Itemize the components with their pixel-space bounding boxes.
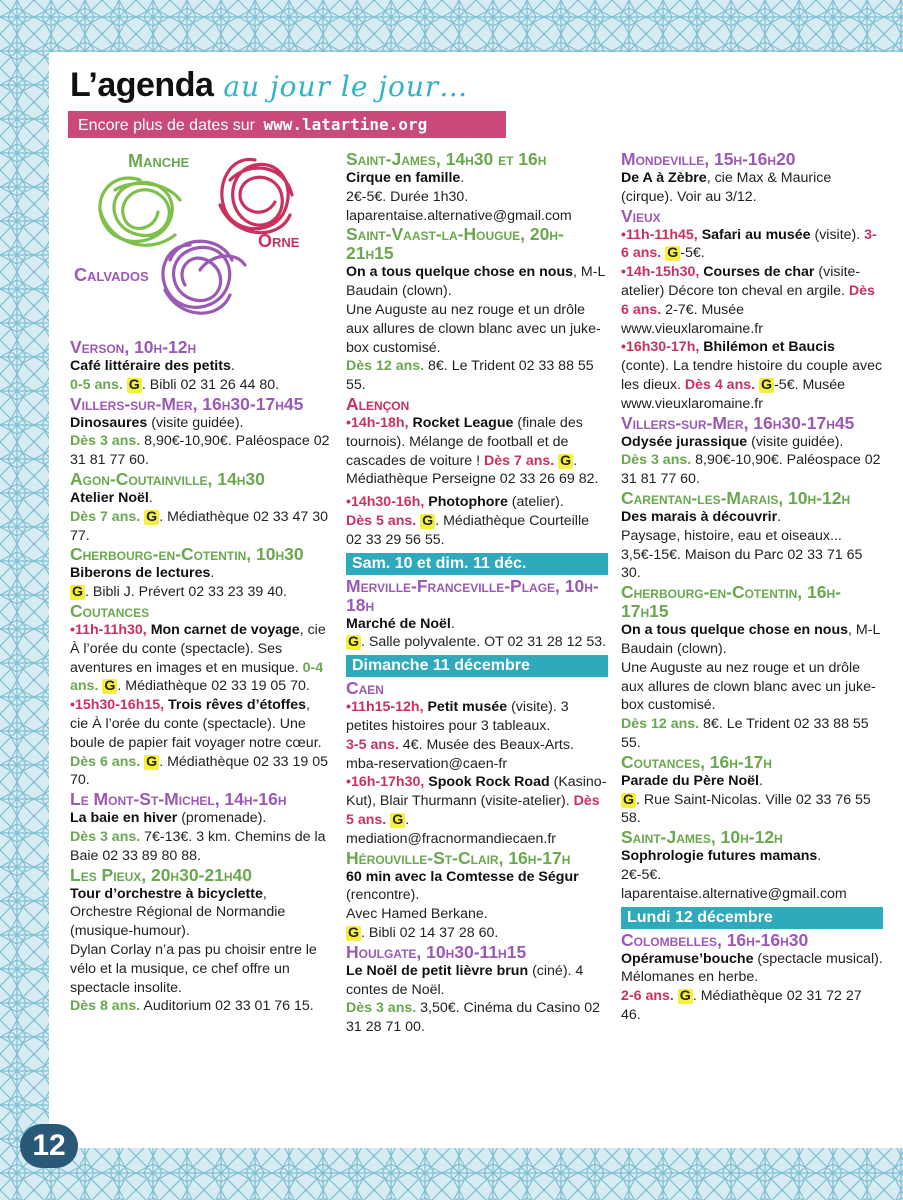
event-text: (atelier). [507,494,564,511]
event-text: (visite guidée). [147,414,244,431]
free-badge-icon: G [348,924,360,941]
date-band: Dimanche 11 décembre [346,655,608,677]
logo-label-manche: Manche [128,151,190,171]
event-text: , M-L Baudain (clown). [346,264,605,300]
event-text: Dylan Corlay n’a pas pu choisir entre le vélo et la musique, ce chef offre un spectacle insolite. [70,941,317,996]
title-main: L’agenda [70,66,214,104]
event-title: Tour d’orchestre à bicyclette [70,885,263,902]
event-place: Le Mont-St-Michel, 14h-16h [70,789,287,810]
free-badge-icon: G [392,811,404,828]
event-time: •11h-11h30, [70,621,147,638]
event-text: . [460,170,465,186]
age-badge: Dès 6 ans. [621,282,875,318]
free-badge-icon: G [128,376,140,393]
event-text: 2€-5€. laparentaise.alternative@gmail.com [621,866,847,902]
event-text: 8,90€-10,90€. Paléospace 02 31 81 77 60. [621,452,881,488]
event-place: Cherbourg-en-Cotentin, 10h30 [70,544,304,565]
free-badge-icon: G [761,376,773,393]
event-text: (rencontre). [346,887,420,904]
event-place: Saint-James, 14h30 et 16h [346,149,547,169]
event-time: •14h-18h, [346,414,409,431]
event-text: -5€. Musée www.vieuxlaromaine.fr [621,376,846,412]
event-title: Des marais à découvrir [621,508,778,525]
event-title: Safari au musée [697,226,811,243]
event-title: Courses de char [699,264,815,281]
event-les-pieux [70,866,332,1017]
event-place: Saint-Vaast-la-Hougue, 20h-21h15 [346,224,564,264]
event-text: . Médiathèque 02 33 47 30 77. [70,508,329,544]
event-text: 8€. Le Trident 02 33 88 55 55. [621,716,869,751]
event-text: 8,90€-10,90€. Paléospace 02 31 81 77 60. [70,433,330,469]
event-place: Villers-sur-Mer, 16h30-17h45 [621,412,855,433]
event-text: (visite guidée). [747,433,844,450]
event-text: . Bibli J. Prévert 02 33 23 39 40. [85,584,287,601]
column-1 [70,150,332,1016]
event-title: Mon carnet de voyage [146,621,300,638]
event-text: . [759,772,763,789]
event-saint-james [346,150,608,225]
event-coutances [70,602,332,790]
age-badge: 3-5 ans. [346,736,399,753]
event-place: Coutances, 16h-17h [621,751,772,772]
age-badge: Dès 3 ans. [70,433,141,450]
age-badge: Dès 3 ans. [621,452,692,469]
event-text: . [210,565,215,582]
event-coutances-2 [621,753,883,828]
event-title: Spook Rock Road [424,774,550,791]
event-title: Dinosaures [70,414,148,431]
age-badge: Dès 5 ans. [346,512,417,529]
event-text: (visite-atelier) Décore ton cheval en argile. [621,264,861,299]
event-place: Cherbourg-en-Cotentin, 16h-17h15 [621,582,841,622]
free-badge-icon: G [104,678,116,695]
page-number: 12 [20,1124,78,1168]
event-text: Avec Hamed Berkane. [346,906,488,923]
event-text: Paysage, histoire, eau et oiseaux... 3,5€-15€. Maison du Parc 02 33 71 65 30. [621,527,863,582]
event-text: . Salle polyvalente. OT 02 31 28 12 53. [361,634,607,651]
event-place: Caen [346,678,384,699]
event-time: •14h30-16h, [346,494,425,511]
age-badge: Dès 3 ans. [70,828,141,845]
event-place: Les Pieux, 20h30-21h40 [70,864,252,885]
event-time: •11h15-12h, [346,699,424,716]
event-place: Colombelles, 16h-16h30 [621,929,809,950]
age-badge: Dès 8 ans. [70,998,141,1015]
age-badge: Dès 7 ans. [480,452,555,469]
age-badge: Dès 4 ans. [680,376,756,393]
event-text: 7€-13€. 3 km. Chemins de la Baie 02 33 89 80 88. [70,828,326,864]
event-title: Opéramuse’bouche [621,950,754,967]
age-badge: 0-4 ans. [70,659,324,695]
free-badge-icon: G [623,791,635,808]
event-herouville [346,849,608,943]
event-title: Parade du Père Noël [621,772,759,789]
event-text: 3,50€. Cinéma du Casino 02 31 28 71 00. [346,1000,600,1036]
event-title: Cirque en famille [346,170,461,186]
event-caen [346,679,608,848]
age-badge: Dès 6 ans. [70,753,141,770]
event-place: Verson, 10h-12h [70,337,197,357]
event-text: . Bibli 02 31 26 44 80. [141,376,280,393]
event-title: Café littéraire des petits [70,358,231,374]
event-houlgate [346,943,608,1037]
event-place: Coutances [70,600,150,621]
age-badge: 0-5 ans. [70,376,123,393]
departments-logo [70,150,332,330]
event-villers-2 [621,414,883,489]
event-text: , cie À l’orée du conte (spectacle). Une boule de papier fait voyager notre cœur. [70,697,322,751]
event-cherbourg [70,545,332,602]
event-vieux [621,207,883,414]
event-text: 8€. Le Trident 02 33 88 55 55. [346,358,594,394]
event-carentan [621,489,883,583]
event-text: . Bibli 02 14 37 28 60. [361,924,499,941]
event-text: Auditorium 02 33 01 76 15. [140,998,314,1015]
event-text: , cie À l’orée du conte (spectacle). Ses aventures en images et en musique. [70,621,326,676]
event-agon [70,470,332,545]
event-title: Bhilémon et Baucis [699,339,835,356]
column-2 [346,150,608,1037]
free-badge-icon: G [146,508,158,525]
logo-label-orne: Orne [258,231,300,251]
event-text: 2-7€. Musée www.vieuxlaromaine.fr [621,301,763,337]
event-text: -5€. [680,245,705,262]
age-badge: Dès 12 ans. [346,358,425,375]
title-script: au jour le jour… [223,70,469,103]
event-time: •16h30-17h, [621,339,700,356]
event-time: •14h-15h30, [621,264,700,281]
event-text: (promenade). [177,810,267,827]
event-text: (finale des tournois). Mélange de football et de cascades de voiture ! [346,414,583,469]
event-text: 4€. Musée des Beaux-Arts. mba-reservation@caen-fr [346,736,574,772]
event-title: Sophrologie futures mamans [621,848,818,865]
banner-url-link[interactable]: www.latartine.org [263,115,428,134]
event-title: Le Noël de petit lièvre brun [346,962,529,979]
event-title: La baie en hiver [70,810,178,827]
age-badge: Dès 12 ans. [621,716,700,733]
event-mont-st-michel [70,790,332,865]
age-badge: Dès 5 ans. [346,793,600,828]
event-text: . Médiathèque 02 33 19 05 70. [117,678,310,695]
event-text: Mélomanes en herbe. [621,969,759,986]
event-text: . [777,508,782,525]
age-badge: Dès 3 ans. [346,1000,417,1017]
event-cherbourg-2 [621,583,883,753]
event-title: De A à Zèbre [621,170,707,186]
banner-text: Encore plus de dates sur [78,117,255,134]
event-text: , Orchestre Régional de Normandie (musique-humour). [70,885,286,940]
event-text: (visite). 3 petites histoires pour 3 tableaux. [346,699,569,734]
event-text: (conte). La tendre histoire du couple avec les dieux. [621,358,883,393]
event-title: Atelier Noël [70,489,149,506]
free-badge-icon: G [667,245,679,262]
event-colombelles [621,931,883,1025]
event-villers [70,395,332,470]
event-text: . Médiathèque 02 33 19 05 70. [70,753,329,789]
free-badge-icon: G [560,452,572,469]
event-text: (ciné). 4 contes de Noël. [346,962,584,998]
event-place: Mondeville, 15h-16h20 [621,149,796,169]
age-badge: 2-6 ans. [621,988,674,1005]
event-title: Rocket League [408,414,514,431]
event-text: . [230,358,235,374]
event-place: Carentan-les-Marais, 10h-12h [621,487,851,508]
free-badge-icon: G [679,988,691,1005]
event-text: . [450,615,455,632]
event-text: Une Auguste au nez rouge et un drôle aux allures de clown blanc avec un juke-box customisé. [621,659,876,714]
event-title: Marché de Noël [346,615,451,632]
event-text: . mediation@fracnormandiecaen.fr [346,811,556,847]
event-text: (Kasino-Kut), Blair Thurmann (visite-atelier). [346,774,607,810]
event-title: 60 min avec la Comtesse de Ségur [346,868,579,885]
event-place: Houlgate, 10h30-11h15 [346,941,527,962]
event-text: . Médiathèque Courteille 02 33 29 56 55. [346,512,589,548]
event-title: On a tous quelque chose en nous [621,622,849,639]
event-title: Petit musée [423,699,508,716]
free-badge-icon: G [348,634,360,651]
event-text: (spectacle musical). [753,950,883,967]
event-time: •15h30-16h15, [70,697,165,714]
date-band: Sam. 10 et dim. 11 déc. [346,553,608,575]
event-place: Villers-sur-Mer, 16h30-17h45 [70,393,304,414]
logo-label-calvados: Calvados [74,265,149,285]
event-text: . [817,848,822,865]
event-title: On a tous quelque chose en nous [346,264,574,281]
event-text: , M-L Baudain (clown). [621,622,880,657]
column-3 [621,150,883,1025]
event-text: . Médiathèque 02 31 72 27 46. [621,988,862,1023]
date-band: Lundi 12 décembre [621,907,883,929]
event-title: Odysée jurassique [621,433,748,450]
event-title: Biberons de lectures [70,565,211,582]
website-banner [68,111,506,138]
event-time: •16h-17h30, [346,774,425,791]
age-badge: 3-6 ans. [621,226,877,262]
page-title [70,66,468,105]
age-badge: Dès 7 ans. [70,508,141,525]
event-text: . Médiathèque Perseigne 02 33 26 69 82. [346,452,599,488]
event-saint-vaast [346,225,608,395]
event-time: •11h-11h45, [621,226,698,243]
event-text: 2€-5€. Durée 1h30. laparentaise.alternative@gmail.com [346,188,572,224]
event-place: Agon-Coutainville, 14h30 [70,468,265,489]
event-saint-james-2 [621,828,883,903]
event-merville [346,577,608,653]
event-text: Une Auguste au nez rouge et un drôle aux allures de clown blanc avec un juke-box customisé. [346,301,601,356]
event-title: Trois rêves d’étoffes [164,697,307,714]
event-text: . Rue Saint-Nicolas. Ville 02 33 76 55 58. [621,791,871,827]
free-badge-icon: G [422,512,434,529]
event-place: Vieux [621,205,661,226]
event-place: Saint-James, 10h-12h [621,827,783,848]
event-place: Merville-Franceville-Plage, 10h-18h [346,575,599,615]
free-badge-icon: G [72,584,84,601]
event-text: (visite). [810,226,861,243]
event-place: Alençon [346,393,410,414]
event-title: Photophore [424,494,508,511]
event-alencon [346,395,608,550]
event-text: , cie Max & Maurice (cirque). Voir au 3/12. [621,170,832,205]
event-text: . [148,489,153,506]
free-badge-icon: G [146,753,158,770]
event-mondeville [621,150,883,207]
event-verson [70,338,332,395]
event-place: Hérouville-St-Clair, 16h-17h [346,847,571,868]
